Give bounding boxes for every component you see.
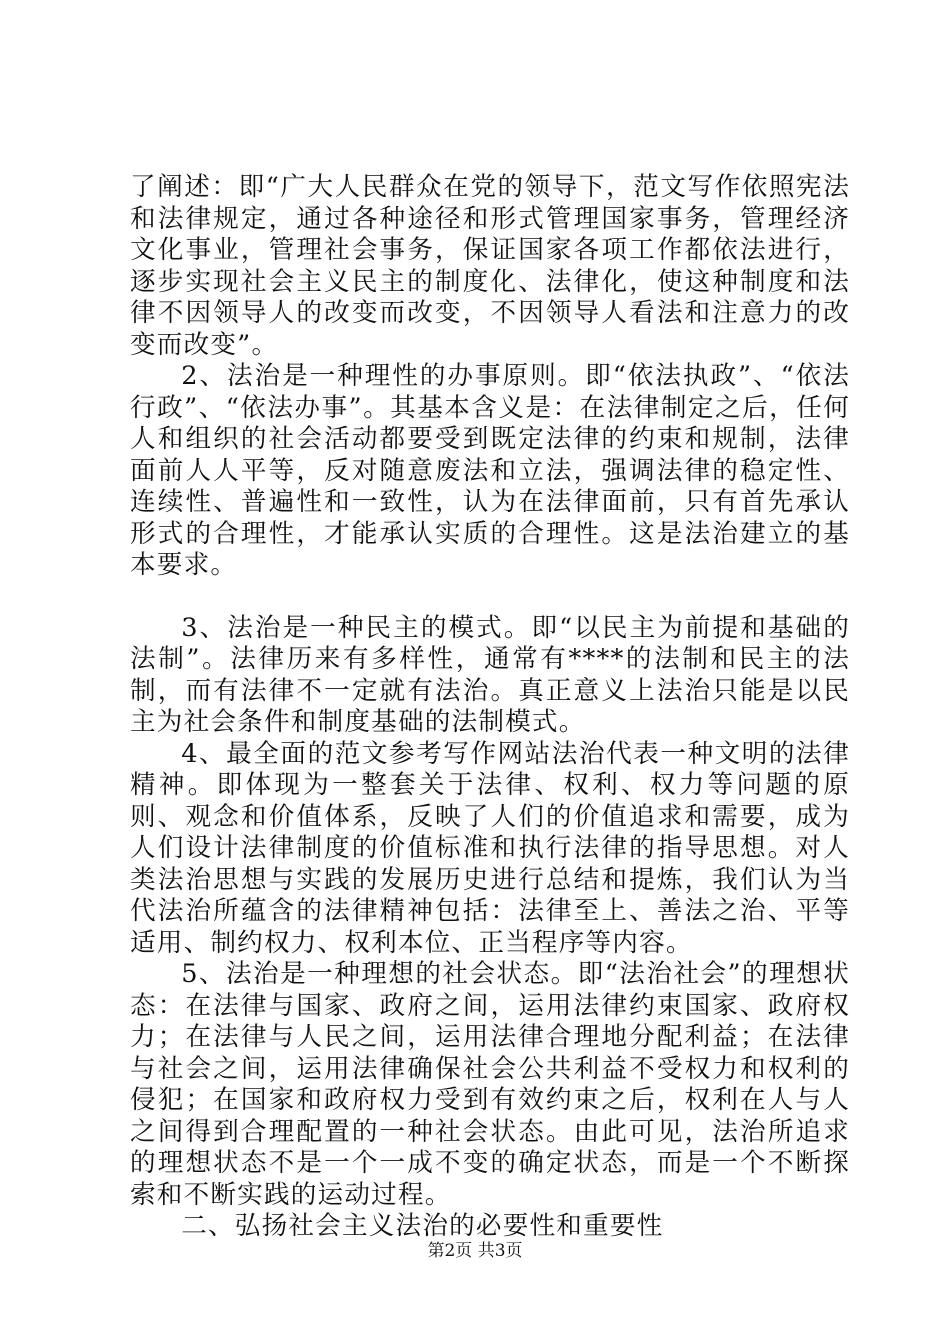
paragraph-point-3: 3、法治是一种民主的模式。即“以民主为前提和基础的法制”。法律历来有多样性，通常有****的法制和民主的法制，而有法律不一定就有法治。真正意义上法治只能是以民主为社会条件和制度基础的法制模式。 <box>130 612 850 737</box>
paragraph-point-2: 2、法治是一种理性的办事原则。即“依法执政”、“依法行政”、“依法办事”。其基本含义是：在法律制定之后，任何人和组织的社会活动都要受到既定法律的约束和规制，法律面前人人平等，反对随意废法和立法，强调法律的稳定性、连续性、普遍性和一致性，认为在法律面前，只有首先承认形式的合理性，才能承认实质的合理性。这是法治建立的基本要求。 <box>130 361 850 580</box>
paragraph-point-5: 5、法治是一种理想的社会状态。即“法治社会”的理想状态：在法律与国家、政府之间，运用法律约束国家、政府权力；在法律与人民之间，运用法律合理地分配利益；在法律与社会之间，运用法律确保社会公共利益不受权力和权利的侵犯；在国家和政府权力受到有效约束之后，权利在人与人之间得到合理配置的一种社会状态。由此可见，法治所追求的理想状态不是一个一成不变的确定状态，而是一个不断探索和不断实践的运动过程。 <box>130 959 850 1210</box>
section-heading: 二、弘扬社会主义法治的必要性和重要性 <box>181 1211 664 1241</box>
page-number-footer: 第2页 共3页 <box>427 1241 523 1261</box>
paragraph-point-4: 4、最全面的范文参考写作网站法治代表一种文明的法律精神。即体现为一整套关于法律、权利、权力等问题的原则、观念和价值体系，反映了人们的价值追求和需要，成为人们设计法律制度的价值标准和执行法律的指导思想。对人类法治思想与实践的发展历史进行总结和提炼，我们认为当代法治所蕴含的法律精神包括：法律至上、善法之治、平等适用、制约权力、权利本位、正当程序等内容。 <box>130 738 850 958</box>
paragraph-continuation: 了阐述：即“广大人民群众在党的领导下，范文写作依照宪法和法律规定，通过各种途径和形式管理国家事务，管理经济文化事业，管理社会事务，保证国家各项工作都依法进行，逐步实现社会主义民主的制度化、法律化，使这种制度和法律不因领导人的改变而改变，不因领导人看法和注意力的改变而改变”。 <box>130 172 850 360</box>
document-body <box>130 172 850 1243</box>
paragraph-spacer <box>130 582 850 613</box>
